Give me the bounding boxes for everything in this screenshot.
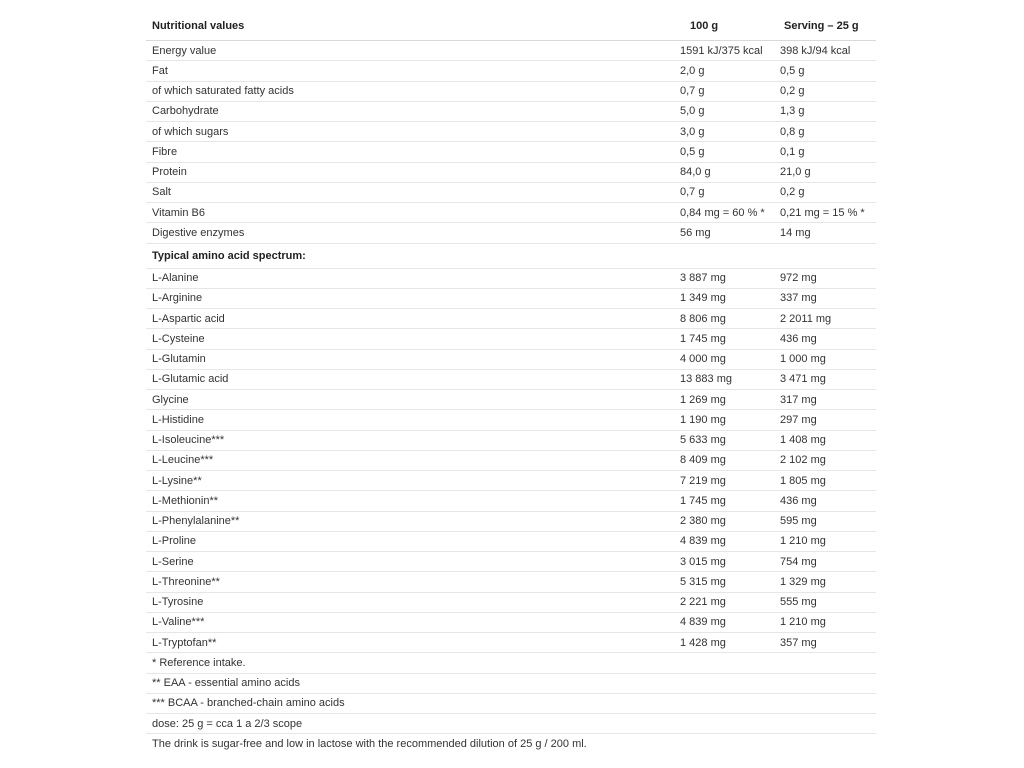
footnote-text: ** EAA - essential amino acids [152, 677, 300, 690]
value-per-serving: 0,2 g [780, 186, 805, 199]
value-per-100g: 56 mg [680, 226, 711, 239]
nutrient-name: L-Lysine** [152, 474, 202, 487]
nutrient-name: Glycine [152, 393, 189, 406]
value-per-100g: 0,7 g [680, 85, 705, 98]
nutrient-name: L-Leucine*** [152, 454, 214, 467]
table-row [146, 512, 876, 532]
nutrient-name: L-Histidine [152, 413, 204, 426]
amino-section-label: Typical amino acid spectrum: [152, 249, 306, 262]
value-per-serving: 1,3 g [780, 105, 805, 118]
table-row [146, 122, 876, 142]
table-row [146, 390, 876, 410]
table-row [146, 532, 876, 552]
value-per-100g: 7 219 mg [680, 474, 726, 487]
nutrient-name: L-Methionin** [152, 494, 219, 507]
amino-section-title [146, 244, 876, 269]
table-row [146, 350, 876, 370]
table-row [146, 329, 876, 349]
nutrient-name: L-Serine [152, 555, 194, 568]
value-per-serving: 21,0 g [780, 166, 811, 179]
nutrient-name: L-Threonine** [152, 575, 220, 588]
table-row [146, 183, 876, 203]
value-per-serving: 0,1 g [780, 145, 805, 158]
header-name: Nutritional values [152, 20, 245, 32]
table-row [146, 223, 876, 243]
table-row [146, 471, 876, 491]
nutrient-name: L-Alanine [152, 272, 199, 285]
nutrient-name: L-Arginine [152, 292, 203, 305]
table-row [146, 491, 876, 511]
value-per-serving: 555 mg [780, 596, 817, 609]
nutrient-name: Salt [152, 186, 171, 199]
nutrient-name: L-Tyrosine [152, 596, 204, 609]
value-per-serving: 1 408 mg [780, 434, 826, 447]
table-row [146, 203, 876, 223]
value-per-100g: 1 349 mg [680, 292, 726, 305]
value-per-serving: 1 329 mg [780, 575, 826, 588]
nutrient-name: Protein [152, 166, 187, 179]
table-row [146, 309, 876, 329]
value-per-serving: 1 210 mg [780, 535, 826, 548]
value-per-100g: 2 221 mg [680, 596, 726, 609]
value-per-serving: 3 471 mg [780, 373, 826, 386]
value-per-100g: 5 315 mg [680, 575, 726, 588]
value-per-serving: 436 mg [780, 332, 817, 345]
value-per-serving: 0,21 mg = 15 % * [780, 206, 865, 219]
value-per-100g: 3 887 mg [680, 272, 726, 285]
value-per-100g: 0,7 g [680, 186, 705, 199]
footnote [146, 674, 876, 694]
amino-rows [146, 269, 876, 654]
table-row [146, 82, 876, 102]
nutrient-name: L-Cysteine [152, 332, 205, 345]
value-per-100g: 2,0 g [680, 64, 705, 77]
value-per-100g: 8 409 mg [680, 454, 726, 467]
table-row [146, 593, 876, 613]
value-per-100g: 2 380 mg [680, 515, 726, 528]
value-per-100g: 13 883 mg [680, 373, 732, 386]
value-per-serving: 14 mg [780, 226, 811, 239]
value-per-serving: 337 mg [780, 292, 817, 305]
value-per-serving: 297 mg [780, 413, 817, 426]
table-row [146, 142, 876, 162]
value-per-serving: 317 mg [780, 393, 817, 406]
footnotes [146, 653, 876, 754]
nutrient-name: Carbohydrate [152, 105, 219, 118]
value-per-100g: 5,0 g [680, 105, 705, 118]
nutrient-name: L-Proline [152, 535, 197, 548]
table-row [146, 451, 876, 471]
nutrition-rows [146, 41, 876, 244]
footnote-text: dose: 25 g = cca 1 a 2/3 scope [152, 717, 303, 730]
table-row [146, 633, 876, 653]
table-row [146, 289, 876, 309]
footnote [146, 734, 876, 754]
header-per-100g: 100 g [690, 20, 719, 32]
nutrient-name: of which sugars [152, 125, 229, 138]
value-per-serving: 0,2 g [780, 85, 805, 98]
footnote [146, 714, 876, 734]
footnote [146, 694, 876, 714]
table-row [146, 410, 876, 430]
value-per-serving: 2 2011 mg [780, 312, 832, 325]
nutrient-name: L-Glutamic acid [152, 373, 229, 386]
table-row [146, 431, 876, 451]
nutrition-table [146, 12, 876, 755]
footnote-text: The drink is sugar-free and low in lactose with the recommended dilution of 25 g / 200 ml. [152, 738, 587, 751]
value-per-100g: 3 015 mg [680, 555, 726, 568]
value-per-serving: 1 805 mg [780, 474, 826, 487]
value-per-serving: 357 mg [780, 636, 817, 649]
value-per-100g: 4 839 mg [680, 616, 726, 629]
footnote-text: *** BCAA - branched-chain amino acids [152, 697, 345, 710]
value-per-serving: 972 mg [780, 272, 817, 285]
nutrient-name: Fat [152, 64, 168, 77]
footnote [146, 653, 876, 673]
value-per-100g: 1 745 mg [680, 332, 726, 345]
nutrient-name: L-Tryptofan** [152, 636, 217, 649]
table-row [146, 102, 876, 122]
value-per-100g: 4 000 mg [680, 353, 726, 366]
table-row [146, 61, 876, 81]
table-row [146, 41, 876, 61]
value-per-serving: 1 210 mg [780, 616, 826, 629]
value-per-serving: 595 mg [780, 515, 817, 528]
value-per-100g: 1 269 mg [680, 393, 726, 406]
value-per-serving: 1 000 mg [780, 353, 826, 366]
value-per-serving: 0,5 g [780, 64, 805, 77]
table-row [146, 613, 876, 633]
value-per-100g: 5 633 mg [680, 434, 726, 447]
value-per-100g: 4 839 mg [680, 535, 726, 548]
value-per-serving: 754 mg [780, 555, 817, 568]
nutrient-name: L-Isoleucine*** [152, 434, 225, 447]
nutrient-name: Digestive enzymes [152, 226, 245, 239]
value-per-100g: 8 806 mg [680, 312, 726, 325]
nutrient-name: L-Aspartic acid [152, 312, 225, 325]
nutrient-name: L-Valine*** [152, 616, 205, 629]
value-per-serving: 398 kJ/94 kcal [780, 44, 851, 57]
value-per-serving: 436 mg [780, 494, 817, 507]
table-row [146, 572, 876, 592]
table-row [146, 269, 876, 289]
value-per-100g: 1 190 mg [680, 413, 726, 426]
value-per-100g: 1 745 mg [680, 494, 726, 507]
nutrient-name: Fibre [152, 145, 178, 158]
nutrient-name: Energy value [152, 44, 217, 57]
table-header [146, 12, 876, 41]
nutrient-name: L-Phenylalanine** [152, 515, 240, 528]
value-per-100g: 0,84 mg = 60 % * [680, 206, 765, 219]
nutrient-name: Vitamin B6 [152, 206, 205, 219]
footnote-text: * Reference intake. [152, 656, 246, 669]
value-per-serving: 0,8 g [780, 125, 805, 138]
table-row [146, 370, 876, 390]
value-per-100g: 1 428 mg [680, 636, 726, 649]
nutrient-name: of which saturated fatty acids [152, 85, 294, 98]
nutrient-name: L-Glutamin [152, 353, 206, 366]
value-per-100g: 1591 kJ/375 kcal [680, 44, 763, 57]
header-per-serving: Serving – 25 g [784, 20, 859, 32]
value-per-100g: 84,0 g [680, 166, 711, 179]
value-per-serving: 2 102 mg [780, 454, 826, 467]
table-row [146, 163, 876, 183]
table-row [146, 552, 876, 572]
value-per-100g: 0,5 g [680, 145, 705, 158]
value-per-100g: 3,0 g [680, 125, 705, 138]
